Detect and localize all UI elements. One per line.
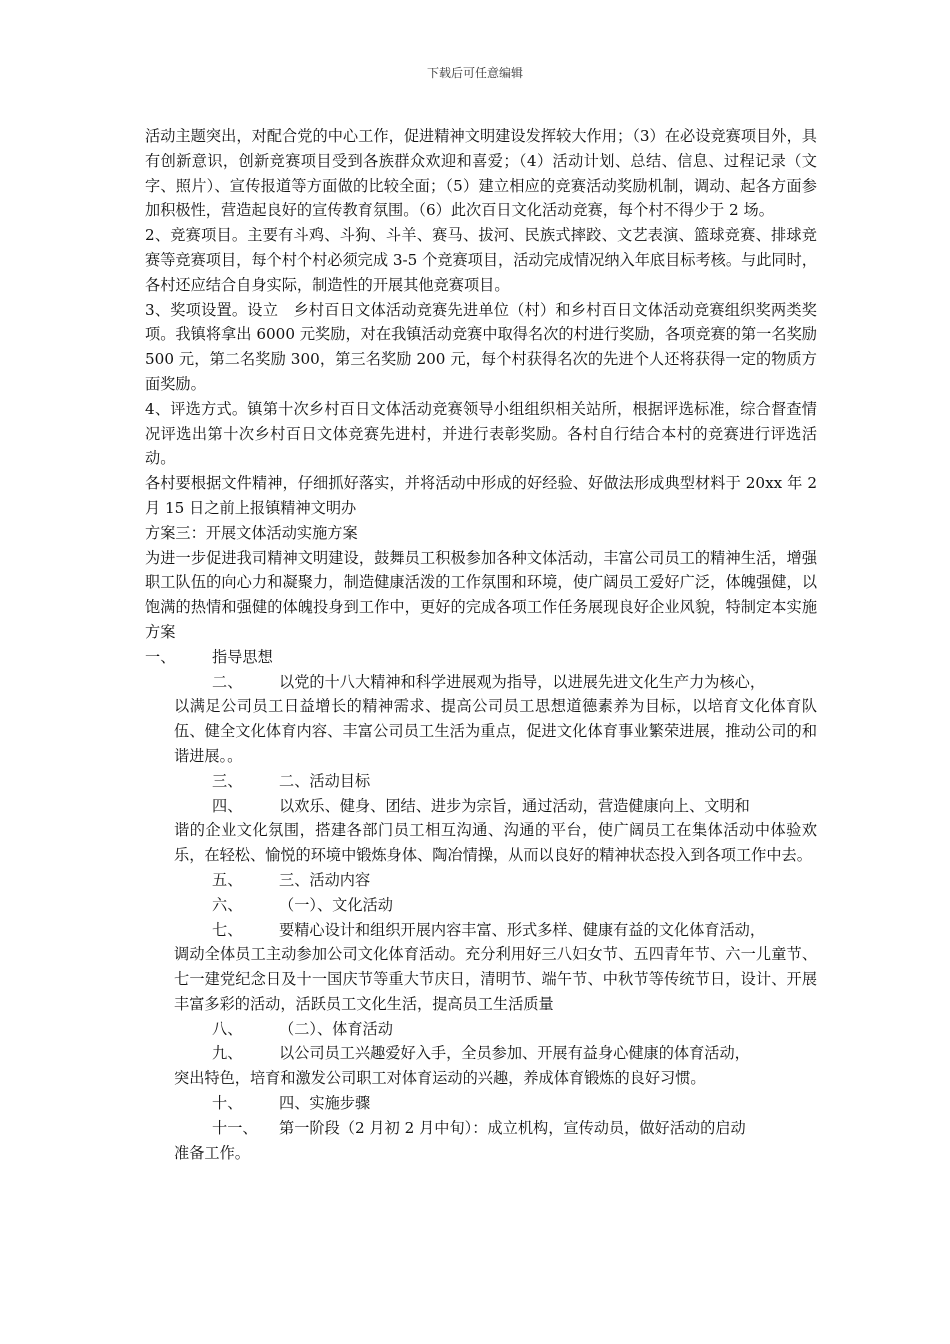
outline-label: 九、 xyxy=(212,1044,243,1063)
outline-text-continued: 突出特色，培育和激发公司职工对体育运动的兴趣，养成体育锻炼的良好习惯。 xyxy=(174,1069,706,1088)
outline-label: 三、 xyxy=(212,771,243,790)
section-title-plan-three: 方案三：开展文体活动实施方案 xyxy=(145,523,358,542)
outline-text-continued: 以满足公司员工日益增长的精神需求、提高公司员工思想道德素养为目标，以培育文化体育队伍、健全文化体育内容、丰富公司员工生活为重点，促进文化体育事业繁荣进展，推动公司的和谐进展。。 xyxy=(174,697,817,765)
outline-text: 以公司员工兴趣爱好入手，全员参加、开展有益身心健康的体育活动， xyxy=(279,1044,750,1063)
outline-item xyxy=(145,868,817,893)
outline-item xyxy=(145,769,817,794)
outline-label: 十、 xyxy=(212,1094,243,1113)
document-body xyxy=(145,124,817,1165)
outline-label: 五、 xyxy=(212,870,243,889)
outline-text-continued: 调动全体员工主动参加公司文化体育活动。充分利用好三八妇女节、五四青年节、六一儿童节、七一建党纪念日及十一国庆节等重大节庆日，清明节、端午节、中秋节等传统节日，设计、开展丰富多彩的活动，活跃员工文化生活，提高员工生活质量 xyxy=(174,945,817,1013)
outline-text: 三、活动内容 xyxy=(279,870,371,889)
outline-item xyxy=(145,1116,817,1166)
outline-item xyxy=(145,645,817,670)
paragraph-selection-method: 4、评选方式。镇第十次乡村百日文体活动竞赛领导小组组织相关站所，根据评选标准，综合督查情况评选出第十次乡村百日文体竞赛先进村，并进行表彰奖励。各村自行结合本村的竞赛进行评选活动。 xyxy=(145,399,817,468)
outline-item xyxy=(145,918,817,1017)
outline-text: （二）、体育活动 xyxy=(279,1019,393,1038)
outline-item xyxy=(145,1017,817,1042)
outline-text: 以欢乐、健身、团结、进步为宗旨，通过活动，营造健康向上、文明和 xyxy=(279,796,750,815)
outline-text: 要精心设计和组织开展内容丰富、形式多样、健康有益的文化体育活动， xyxy=(279,920,765,939)
paragraph-submission: 各村要根据文件精神，仔细抓好落实，并将活动中形成的好经验、好做法形成典型材料于 20xx 年 2 月 15 日之前上报镇精神文明办 xyxy=(145,474,817,517)
paragraph-criteria: 活动主题突出，对配合党的中心工作，促进精神文明建设发挥较大作用；（3）在必设竞赛项目外，具有创新意识，创新竞赛项目受到各族群众欢迎和喜爱；（4）活动计划、总结、信息、过程记录（文字、照片）、宣传报道等方面做的比较全面；（5）建立相应的竞赛活动奖励机制，调动、起各方面参加积极性，营造起良好的宣传教育氛围。（6）此次百日文化活动竞赛，每个村不得少于 2 场。 xyxy=(145,127,817,220)
outline-text: （一）、文化活动 xyxy=(279,895,393,914)
page-header-note: 下载后可任意编辑 xyxy=(426,66,523,80)
outline-item xyxy=(145,670,817,769)
outline-item xyxy=(145,794,817,868)
outline-label: 二、 xyxy=(212,672,243,691)
outline-text: 第一阶段（2 月初 2 月中旬）：成立机构，宣传动员，做好活动的启动 xyxy=(279,1118,746,1137)
outline-label: 四、 xyxy=(212,796,243,815)
outline-label: 十一、 xyxy=(212,1118,258,1137)
outline-text: 以党的十八大精神和科学进展观为指导，以进展先进文化生产力为核心， xyxy=(279,672,765,691)
outline-label: 七、 xyxy=(212,920,243,939)
outline-label: 八、 xyxy=(212,1019,243,1038)
paragraph-awards: 3、奖项设置。设立 乡村百日文体活动竞赛先进单位（村）和乡村百日文体活动竞赛组织奖两类奖项。我镇将拿出 6000 元奖励，对在我镇活动竞赛中取得名次的村进行奖励，各项竞赛的第一名奖励 500 元，第二名奖励 300，第三名奖励 200 元，每个村获得名次的先进个人还将获得一定的物质方面奖励。 xyxy=(145,300,817,393)
outline-label: 六、 xyxy=(212,895,243,914)
outline-label: 一、 xyxy=(145,647,176,666)
outline-text-continued: 准备工作。 xyxy=(174,1143,250,1162)
outline-text: 二、活动目标 xyxy=(279,771,371,790)
outline-text: 指导思想 xyxy=(212,647,273,666)
paragraph-plan-intro: 为进一步促进我司精神文明建设，鼓舞员工积极参加各种文体活动，丰富公司员工的精神生活，增强职工队伍的向心力和凝聚力，制造健康活泼的工作氛围和环境，使广阔员工爱好广泛，体魄强健，以饱满的热情和强健的体魄投身到工作中，更好的完成各项工作任务展现良好企业风貌，特制定本实施方案 xyxy=(145,548,817,641)
outline-text-continued: 谐的企业文化氛围，搭建各部门员工相互沟通、沟通的平台，使广阔员工在集体活动中体验欢乐，在轻松、愉悦的环境中锻炼身体、陶冶情操，从而以良好的精神状态投入到各项工作中去。 xyxy=(174,821,817,865)
outline-item xyxy=(145,893,817,918)
outline-item xyxy=(145,1041,817,1091)
outline-text: 四、实施步骤 xyxy=(279,1094,371,1113)
paragraph-competition-items: 2、竞赛项目。主要有斗鸡、斗狗、斗羊、赛马、拔河、民族式摔跤、文艺表演、篮球竞赛、排球竞赛等竞赛项目，每个村个村必须完成 3-5 个竞赛项目，活动完成情况纳入年底目标考核。与此同时，各村还应结合自身实际，制造性的开展其他竞赛项目。 xyxy=(145,226,817,294)
outline-item xyxy=(145,1091,817,1116)
